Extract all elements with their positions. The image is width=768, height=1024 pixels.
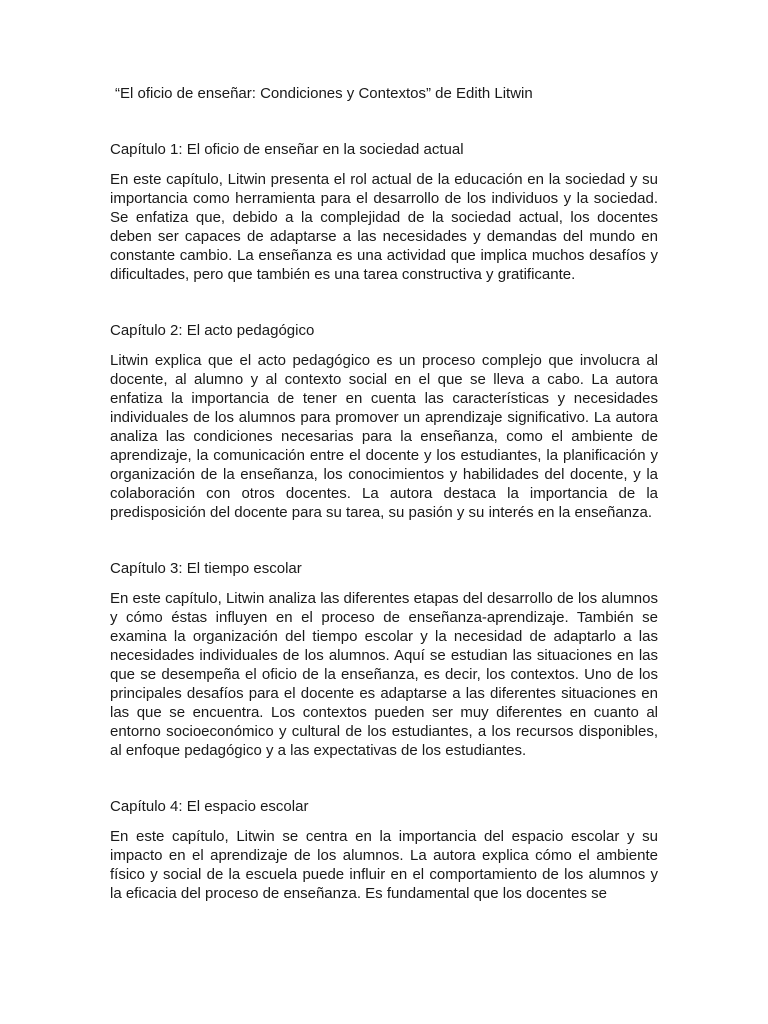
- chapter-1: [110, 140, 658, 284]
- chapter-heading: Capítulo 2: El acto pedagógico: [110, 322, 315, 339]
- chapter-heading: Capítulo 4: El espacio escolar: [110, 798, 309, 815]
- chapter-body: En este capítulo, Litwin analiza las diferentes etapas del desarrollo de los alumnos y cómo éstas influyen en el proceso de enseñanza-aprendizaje. También se examina la organización del tiempo escolar y la necesidad de adaptarlo a las necesidades individuales de los alumnos. Aquí se estudian las situaciones en las que se desempeña el oficio de la enseñanza, es decir, los contextos. Uno de los principales desafíos para el docente es adaptarse a las diferentes situaciones en las que se encuentra. Los contextos pueden ser muy diferentes en cuanto al entorno socioeconómico y cultural de los estudiantes, a los recursos disponibles, al enfoque pedagógico y a las expectativas de los estudiantes.: [110, 590, 658, 759]
- document-title: “El oficio de enseñar: Condiciones y Contextos” de Edith Litwin: [115, 85, 533, 102]
- chapter-heading: Capítulo 1: El oficio de enseñar en la sociedad actual: [110, 141, 464, 158]
- chapter-body: En este capítulo, Litwin se centra en la importancia del espacio escolar y su impacto en el aprendizaje de los alumnos. La autora explica cómo el ambiente físico y social de la escuela puede influir en el comportamiento de los alumnos y la eficacia del proceso de enseñanza. Es fundamental que los docentes se: [110, 828, 658, 902]
- chapter-2: [110, 321, 658, 522]
- chapter-4: [110, 797, 658, 903]
- chapter-heading: Capítulo 3: El tiempo escolar: [110, 560, 302, 577]
- document-page: [110, 84, 658, 903]
- chapter-body: En este capítulo, Litwin presenta el rol actual de la educación en la sociedad y su importancia como herramienta para el desarrollo de los individuos y la sociedad. Se enfatiza que, debido a la complejidad de la sociedad actual, los docentes deben ser capaces de adaptarse a las necesidades y demandas del mundo en constante cambio. La enseñanza es una actividad que implica muchos desafíos y dificultades, pero que también es una tarea constructiva y gratificante.: [110, 171, 658, 283]
- chapter-body: Litwin explica que el acto pedagógico es un proceso complejo que involucra al docente, al alumno y al contexto social en el que se lleva a cabo. La autora enfatiza la importancia de tener en cuenta las características y necesidades individuales de los alumnos para promover un aprendizaje significativo. La autora analiza las condiciones necesarias para la enseñanza, como el ambiente de aprendizaje, la comunicación entre el docente y los estudiantes, la planificación y organización de la enseñanza, los conocimientos y habilidades del docente, y la colaboración con otros docentes. La autora destaca la importancia de la predisposición del docente para su tarea, su pasión y su interés en la enseñanza.: [110, 352, 658, 521]
- chapter-3: [110, 559, 658, 760]
